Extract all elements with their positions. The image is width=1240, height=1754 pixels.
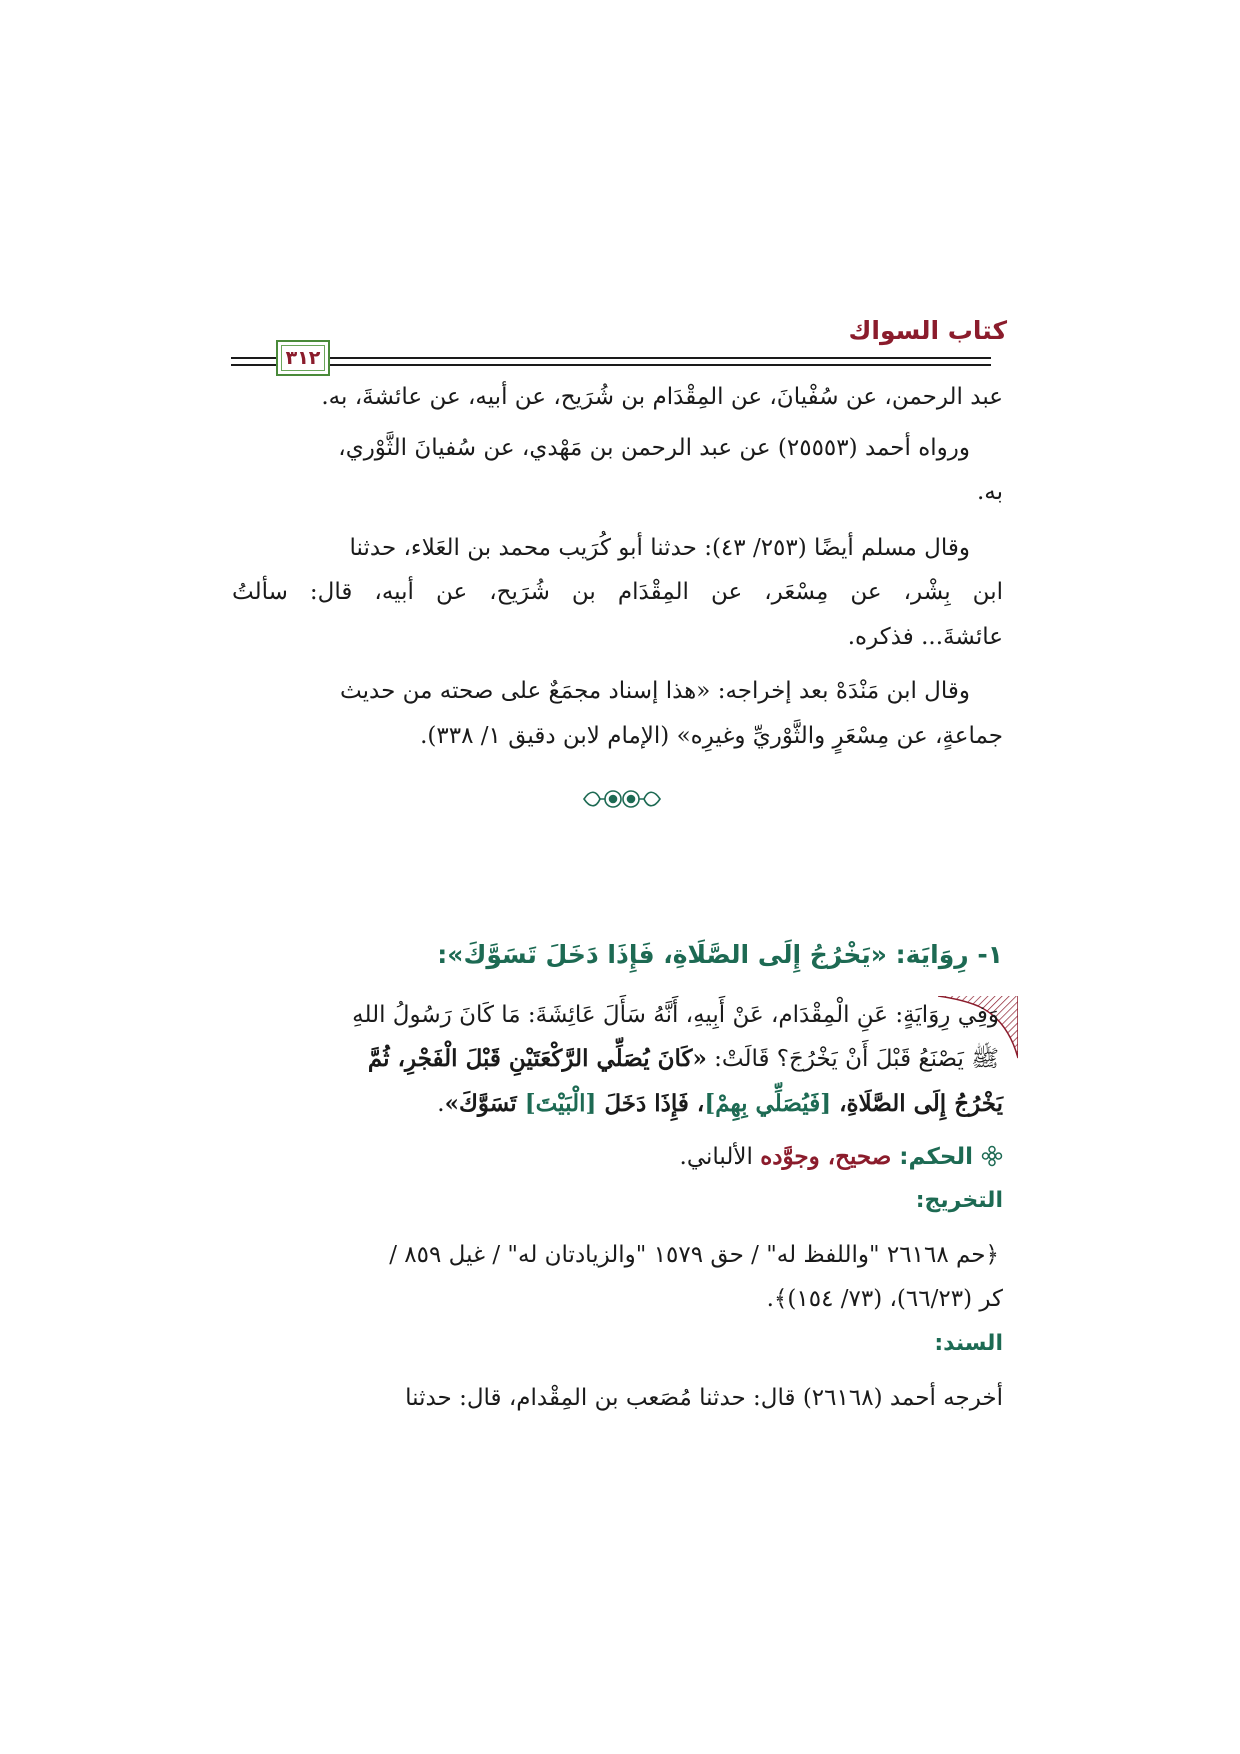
page-number: ٣١٢: [281, 345, 325, 371]
text-line: عبد الرحمن، عن سُفْيانَ، عن المِقْدَام بن شُرَيح، عن أبيه، عن عائشةَ، به.: [321, 384, 1003, 410]
page-number-badge: [276, 340, 330, 376]
text-line: عائشةَ... فذكره.: [847, 624, 1003, 650]
ruling-value: صحيح، وجوَّده: [760, 1143, 892, 1170]
text-line: وقال مسلم أيضًا (٢٥٣/ ٤٣): حدثنا أبو كُرَيب محمد بن العَلاء، حدثنا: [349, 535, 970, 561]
text-line: به.: [976, 479, 1003, 505]
hadith-quote: تَسَوَّكَ»: [444, 1090, 525, 1117]
section-heading: ١- رِوَايَة: «يَخْرُجُ إِلَى الصَّلَاةِ، فَإِذَا دَخَلَ تَسَوَّكَ»:: [437, 940, 1003, 969]
hadith-period: .: [437, 1091, 445, 1117]
hadith-text: ﷺ يَصْنَعُ قَبْلَ أَنْ يَخْرُجَ؟ قَالَتْ:: [706, 1046, 999, 1072]
ruling-line: [680, 1142, 1003, 1172]
text-line: ورواه أحمد (٢٥٥٥٣) عن عبد الرحمن بن مَهْدي، عن سُفيانَ الثَّوْري،: [338, 435, 970, 461]
flower-bullet-icon: [981, 1145, 1003, 1167]
hadith-addition: [الْبَيْتَ]: [524, 1090, 597, 1117]
hadith-line: [368, 1044, 999, 1074]
text-line: جماعةٍ، عن مِسْعَرٍ والثَّوْريِّ وغيرِه» (الإمام لابن دقيق ١/ ٣٣٨).: [420, 723, 1003, 749]
ruling-label: الحكم:: [891, 1144, 973, 1170]
takhrij-line: كر (٦٦/٢٣)، (٧٣/ ١٥٤)﴾.: [766, 1286, 1003, 1312]
sanad-label: السند:: [934, 1331, 1003, 1356]
sanad-line: أخرجه أحمد (٢٦١٦٨) قال: حدثنا مُصَعب بن المِقْدام، قال: حدثنا: [405, 1385, 1003, 1411]
hadith-quote: يَخْرُجُ إِلَى الصَّلَاةِ،: [831, 1090, 1003, 1117]
takhrij-line: ﴿حم ٢٦١٦٨ "واللفظ له" / حق ١٥٧٩ "والزيادتان له" / غيل ٨٥٩ /: [389, 1242, 999, 1268]
header-rule-bottom: [264, 364, 991, 366]
takhrij-label: التخريج:: [915, 1188, 1003, 1213]
header-rule-left-top: [231, 357, 276, 359]
ornament-divider-icon: [580, 784, 664, 814]
text-line: ابن بِشْر، عن مِسْعَر، عن المِقْدَام بن شُرَيح، عن أبيه، قال: سألتُ: [232, 579, 1003, 605]
book-title: كتاب السواك: [848, 316, 1007, 345]
hadith-line: وَفِي رِوَايَةٍ: عَنِ الْمِقْدَام، عَنْ أَبِيهِ، أَنَّهُ سَأَلَ عَائِشَةَ: مَا كَانَ رَسُولُ اللهِ: [352, 1002, 999, 1028]
hadith-quote: «كَانَ يُصَلِّي الرَّكْعَتَيْنِ قَبْلَ الْفَجْرِ، ثُمَّ: [367, 1045, 707, 1072]
ruling-rest: الألباني.: [679, 1144, 761, 1170]
hadith-addition: [فَيُصَلِّي بِهِمْ]: [704, 1090, 832, 1117]
text-line: وقال ابن مَنْدَهْ بعد إخراجه: «هذا إسناد مجمَعٌ على صحته من حديث: [340, 678, 970, 704]
header-rule-top: [264, 357, 991, 359]
hadith-quote: ، فَإِذَا دَخَلَ: [596, 1090, 705, 1117]
hadith-line: [437, 1089, 1003, 1119]
header-rule-left-bottom: [231, 364, 276, 366]
